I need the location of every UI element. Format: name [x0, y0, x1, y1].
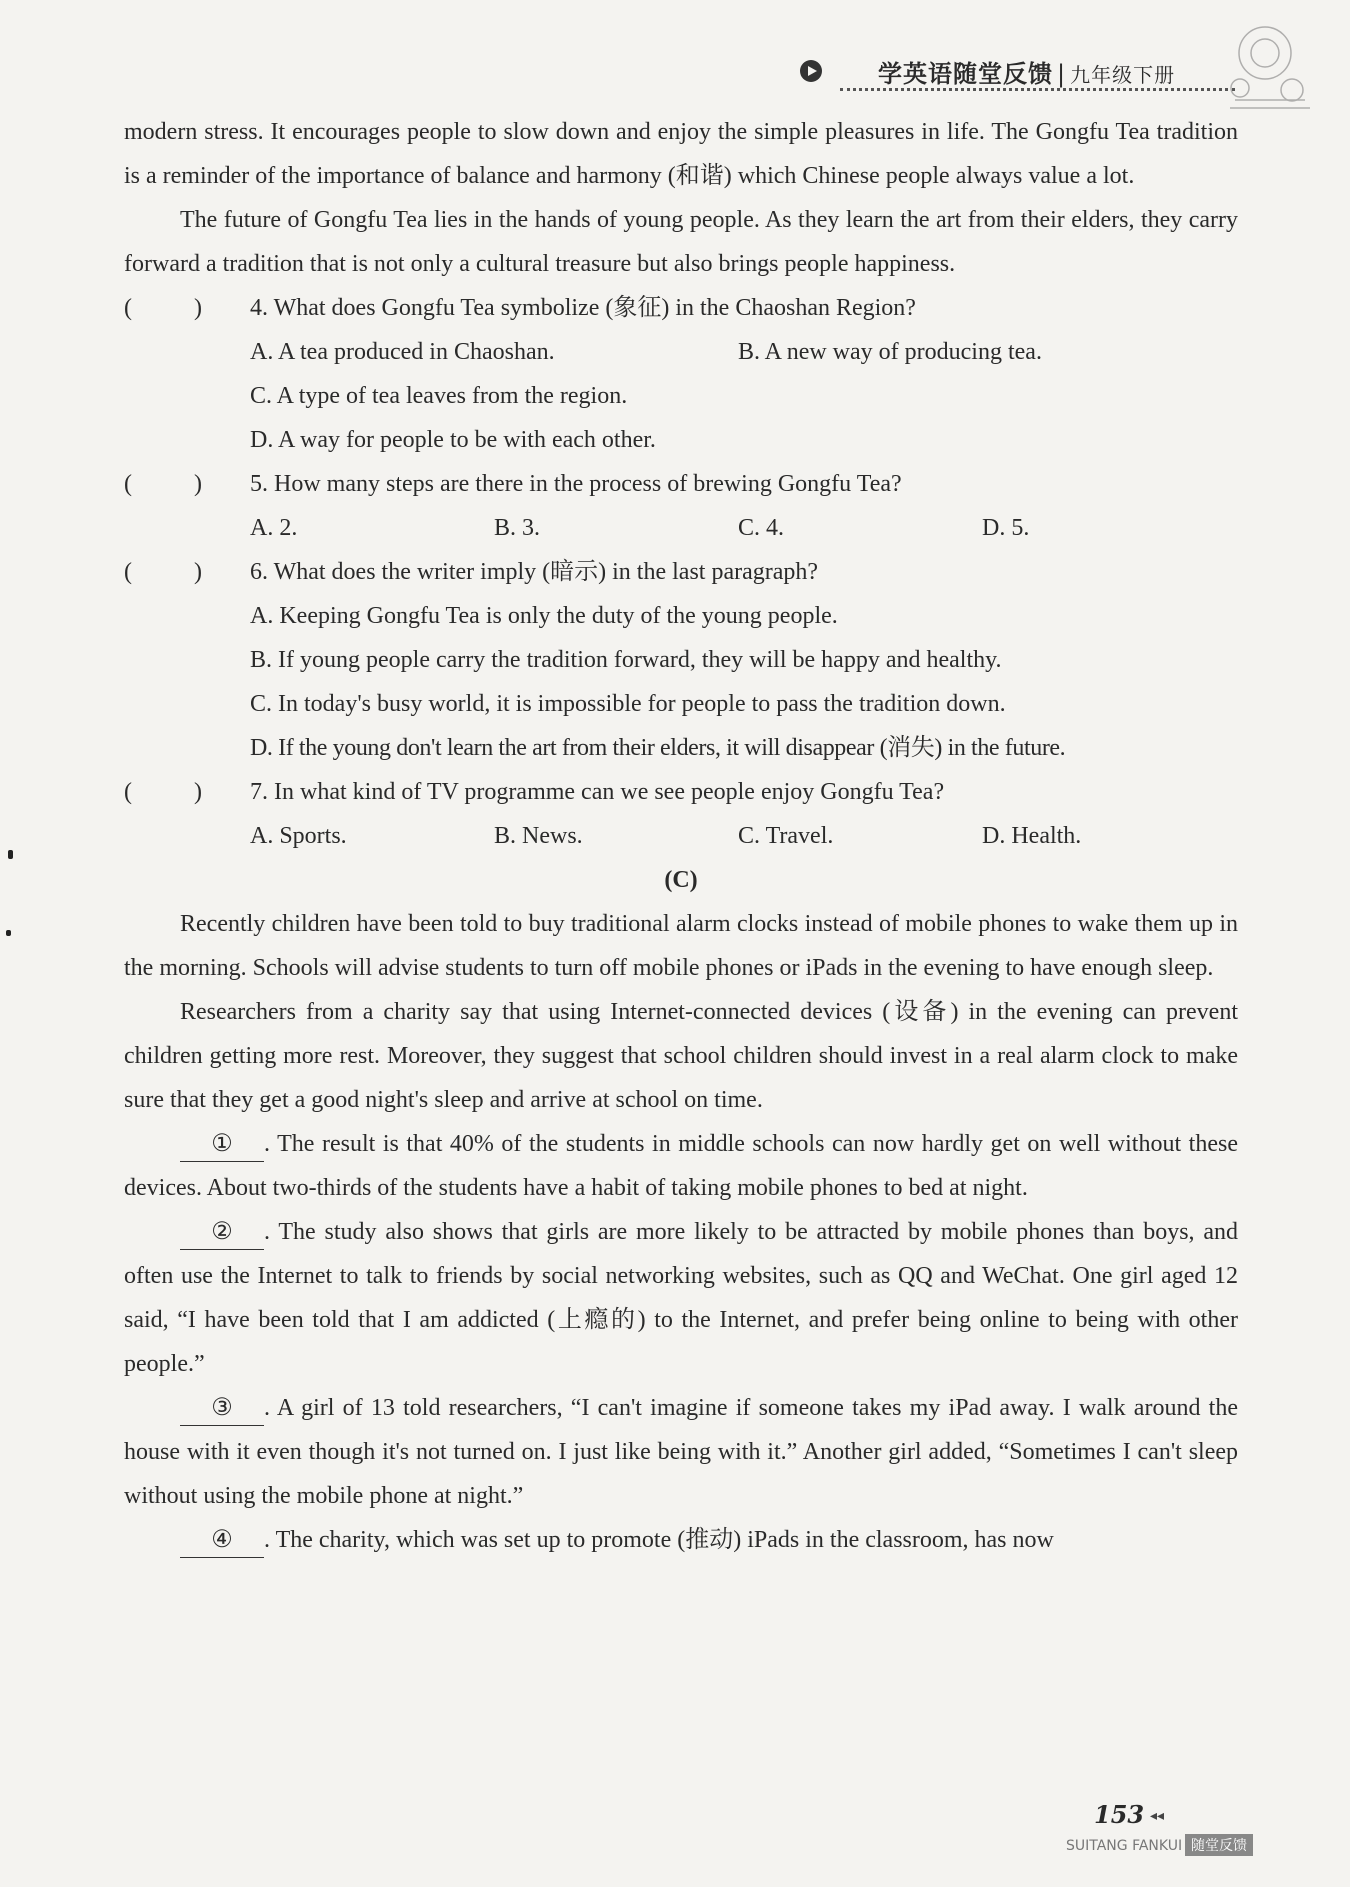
- page-footer: [1060, 1800, 1330, 1870]
- options-row: [124, 814, 1238, 858]
- option-b: B. News.: [494, 823, 583, 849]
- question-stem: 5. How many steps are there in the process of brewing Gongfu Tea?: [250, 471, 902, 497]
- double-arrow-icon: ◂◂: [1150, 1808, 1165, 1824]
- paragraph: Recently children have been told to buy traditional alarm clocks instead of mobile phones to wake them up in the morning. Schools will advise students to turn off mobile phones or iPads in the evening to have enough sleep.: [124, 911, 1238, 981]
- bracket-left: (: [124, 295, 132, 321]
- paragraph-text: . The result is that 40% of the students in middle schools can now hardly get on well without these devices. About two-thirds of the students have a habit of taking mobile phones to bed at night.: [124, 1131, 1238, 1201]
- page-number: 153: [1094, 1800, 1145, 1829]
- answer-blank-1[interactable]: ①: [180, 1127, 264, 1162]
- question-7: [124, 770, 1238, 814]
- option-c: C. In today's busy world, it is impossible for people to pass the tradition down.: [250, 691, 1006, 717]
- question-4: [124, 286, 1238, 330]
- brand-badge: 随堂反馈: [1185, 1834, 1253, 1856]
- header-dotted-rule: [840, 88, 1235, 91]
- grade-label: 九年级下册: [1070, 63, 1176, 87]
- option-b: B. A new way of producing tea.: [738, 339, 1042, 365]
- option-a: A. A tea produced in Chaoshan.: [250, 339, 555, 365]
- answer-blank-4[interactable]: ④: [180, 1523, 264, 1558]
- answer-bracket[interactable]: [124, 462, 214, 506]
- paragraph-text: . The charity, which was set up to promote (推动) iPads in the classroom, has now: [264, 1527, 1054, 1553]
- option-d: D. A way for people to be with each other.: [250, 427, 656, 453]
- option-c: C. A type of tea leaves from the region.: [250, 383, 628, 409]
- question-5: [124, 462, 1238, 506]
- bracket-right: ): [194, 559, 202, 585]
- flower-decoration-icon: [1210, 8, 1320, 118]
- answer-blank-2[interactable]: ②: [180, 1215, 264, 1250]
- option-b: B. 3.: [494, 515, 541, 541]
- paragraph: [124, 1386, 1238, 1518]
- bracket-right: ): [194, 779, 202, 805]
- section-heading: (C): [664, 867, 698, 893]
- paragraph: [124, 1210, 1238, 1386]
- answer-bracket[interactable]: [124, 286, 214, 330]
- title-separator: |: [1057, 60, 1067, 88]
- question-6: [124, 550, 1238, 594]
- paragraph: Researchers from a charity say that using Internet-connected devices (设备) in the evening can prevent children getting more rest. Moreover, they suggest that school children should invest in a real alarm clock to make sure that they get a good night's sleep and arrive at school on time.: [124, 999, 1238, 1113]
- paragraph-text: . A girl of 13 told researchers, “I can't imagine if someone takes my iPad away. I walk around the house with it even though it's not turned on. I just like being with it.” Another girl added, “Sometimes I can't sleep without using the mobile phone at night.”: [124, 1395, 1238, 1509]
- paragraph: [124, 1122, 1238, 1210]
- option-b: B. If young people carry the tradition forward, they will be happy and healthy.: [250, 647, 1002, 673]
- bracket-left: (: [124, 559, 132, 585]
- option-d: D. 5.: [982, 515, 1030, 541]
- option-a: A. Sports.: [250, 823, 347, 849]
- brand-text: SUITANG FANKUI: [1066, 1838, 1183, 1854]
- scan-mark: [6, 930, 11, 936]
- bracket-left: (: [124, 779, 132, 805]
- option-a: A. Keeping Gongfu Tea is only the duty of the young people.: [250, 603, 838, 629]
- series-title: 学英语随堂反馈: [878, 60, 1053, 88]
- bracket-right: ): [194, 295, 202, 321]
- question-stem: 7. In what kind of TV programme can we see people enjoy Gongfu Tea?: [250, 779, 945, 805]
- option-d: D. Health.: [982, 823, 1082, 849]
- play-icon: [800, 60, 822, 82]
- options-row: [124, 506, 1238, 550]
- paragraph-text: . The study also shows that girls are more likely to be attracted by mobile phones than boys, and often use the Internet to talk to friends by social networking websites, such as QQ and WeChat. One girl aged 12 said, “I have been told that I am addicted (上瘾的) to the Internet, and prefer being online to being with other people.”: [124, 1219, 1238, 1377]
- answer-blank-3[interactable]: ③: [180, 1391, 264, 1426]
- options-row: [124, 330, 1238, 374]
- paragraph: The future of Gongfu Tea lies in the hands of young people. As they learn the art from their elders, they carry forward a tradition that is not only a cultural treasure but also brings people happiness.: [124, 207, 1238, 277]
- option-a: A. 2.: [250, 515, 298, 541]
- answer-bracket[interactable]: [124, 550, 214, 594]
- option-c: C. Travel.: [738, 823, 834, 849]
- paragraph: [124, 1518, 1238, 1562]
- book-title: [878, 54, 1175, 89]
- bracket-left: (: [124, 471, 132, 497]
- question-stem: 6. What does the writer imply (暗示) in the last paragraph?: [250, 559, 819, 585]
- page-content: [124, 110, 1238, 1562]
- scan-mark: [8, 850, 13, 859]
- question-stem: 4. What does Gongfu Tea symbolize (象征) in the Chaoshan Region?: [250, 295, 916, 321]
- answer-bracket[interactable]: [124, 770, 214, 814]
- option-c: C. 4.: [738, 515, 785, 541]
- bracket-right: ): [194, 471, 202, 497]
- paragraph: modern stress. It encourages people to slow down and enjoy the simple pleasures in life. The Gongfu Tea tradition is a reminder of the importance of balance and harmony (和谐) which Chinese people always value a lot.: [124, 119, 1238, 189]
- option-d: D. If the young don't learn the art from their elders, it will disappear (消失) in the future.: [250, 735, 1066, 761]
